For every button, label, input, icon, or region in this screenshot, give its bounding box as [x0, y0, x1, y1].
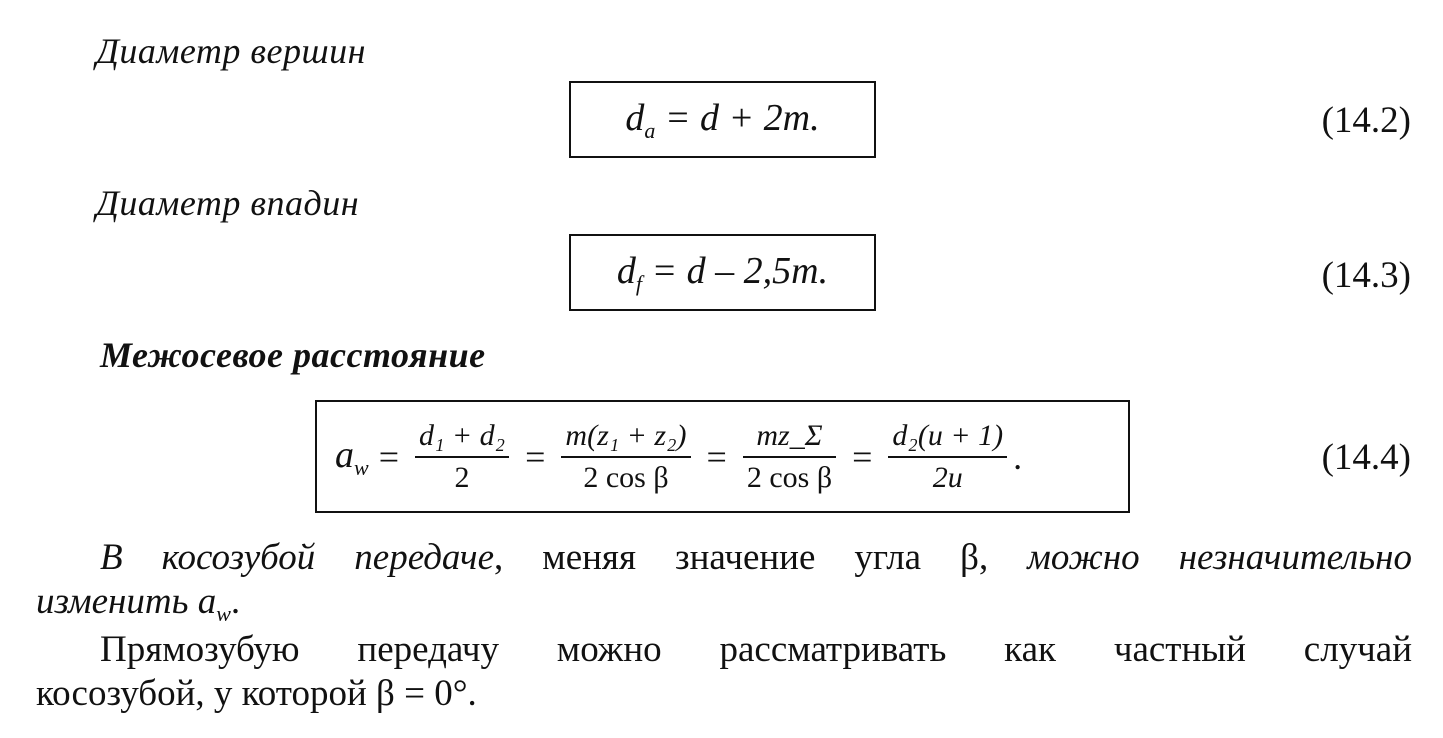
eq2-lhs-var: d: [616, 249, 636, 292]
eq3-fraction-3-numerator: mz_Σ: [756, 418, 823, 452]
eq3-equals-3: =: [706, 436, 727, 477]
equation-14-2: [625, 96, 819, 144]
equation-number-14-3: (14.3): [1321, 255, 1411, 296]
equation-14-4: [335, 416, 1022, 498]
eq1-lhs-var: d: [625, 96, 645, 139]
eq3-equals-1: =: [378, 436, 399, 477]
p1-line2-sub: w: [216, 601, 231, 626]
eq3-fraction-1: [415, 416, 509, 498]
eq2-lhs-sub: f: [635, 270, 643, 296]
equation-14-4-box: [315, 400, 1130, 513]
eq1-rhs: = d + 2m.: [664, 96, 820, 139]
equation-number-14-4: (14.4): [1321, 437, 1411, 478]
equation-14-3: [617, 249, 828, 297]
eq3-fraction-1-denominator: 2: [454, 460, 470, 494]
eq3-fraction-4-denominator: 2u: [932, 460, 963, 494]
heading-tip-diameter: Диаметр вершин: [96, 31, 367, 71]
equation-14-3-box: [569, 234, 876, 311]
p1-italic-start: В косозубой передаче: [100, 537, 495, 578]
eq3-fraction-3: [743, 416, 836, 498]
p2-line2: косозубой, у которой β = 0°.: [36, 673, 477, 714]
eq3-fraction-3-denominator: 2 cos β: [746, 460, 833, 494]
eq3-fraction-1-numerator: d₁ + d₂: [419, 418, 506, 452]
eq3-period: .: [1013, 436, 1023, 477]
paragraph-spur-gear: [36, 628, 1412, 716]
equation-number-14-2: (14.2): [1321, 100, 1411, 141]
eq3-fraction-2-denominator: 2 cos β: [583, 460, 669, 494]
p2-line1: Прямозубую передачу можно рассматривать как частный случай: [100, 629, 1412, 670]
p1-italic-end: можно незначительно: [1027, 537, 1412, 578]
eq3-fraction-4-numerator: d₂(u + 1): [892, 418, 1004, 452]
heading-center-distance: Межосевое расстояние: [100, 335, 486, 375]
eq3-equals-4: =: [852, 436, 873, 477]
eq3-fraction-2-numerator: m(z₁ + z₂): [565, 418, 687, 452]
eq2-rhs: = d – 2,5m.: [651, 249, 829, 292]
paragraph-helical-gear: [36, 536, 1412, 636]
p1-line2-italic: изменить a: [36, 581, 217, 622]
eq3-equals-2: =: [525, 436, 546, 477]
eq3-lhs-sub: w: [354, 454, 369, 480]
eq3-lhs-var: a: [335, 433, 354, 476]
eq3-fraction-4: [888, 416, 1007, 498]
equation-14-2-box: [569, 81, 876, 158]
eq3-fraction-2: [561, 416, 690, 498]
p1-line2-end: .: [230, 581, 241, 622]
eq1-lhs-sub: a: [644, 117, 656, 143]
heading-root-diameter: Диаметр впадин: [96, 183, 360, 223]
p1-normal-mid: , меняя значение угла β,: [494, 537, 1028, 578]
